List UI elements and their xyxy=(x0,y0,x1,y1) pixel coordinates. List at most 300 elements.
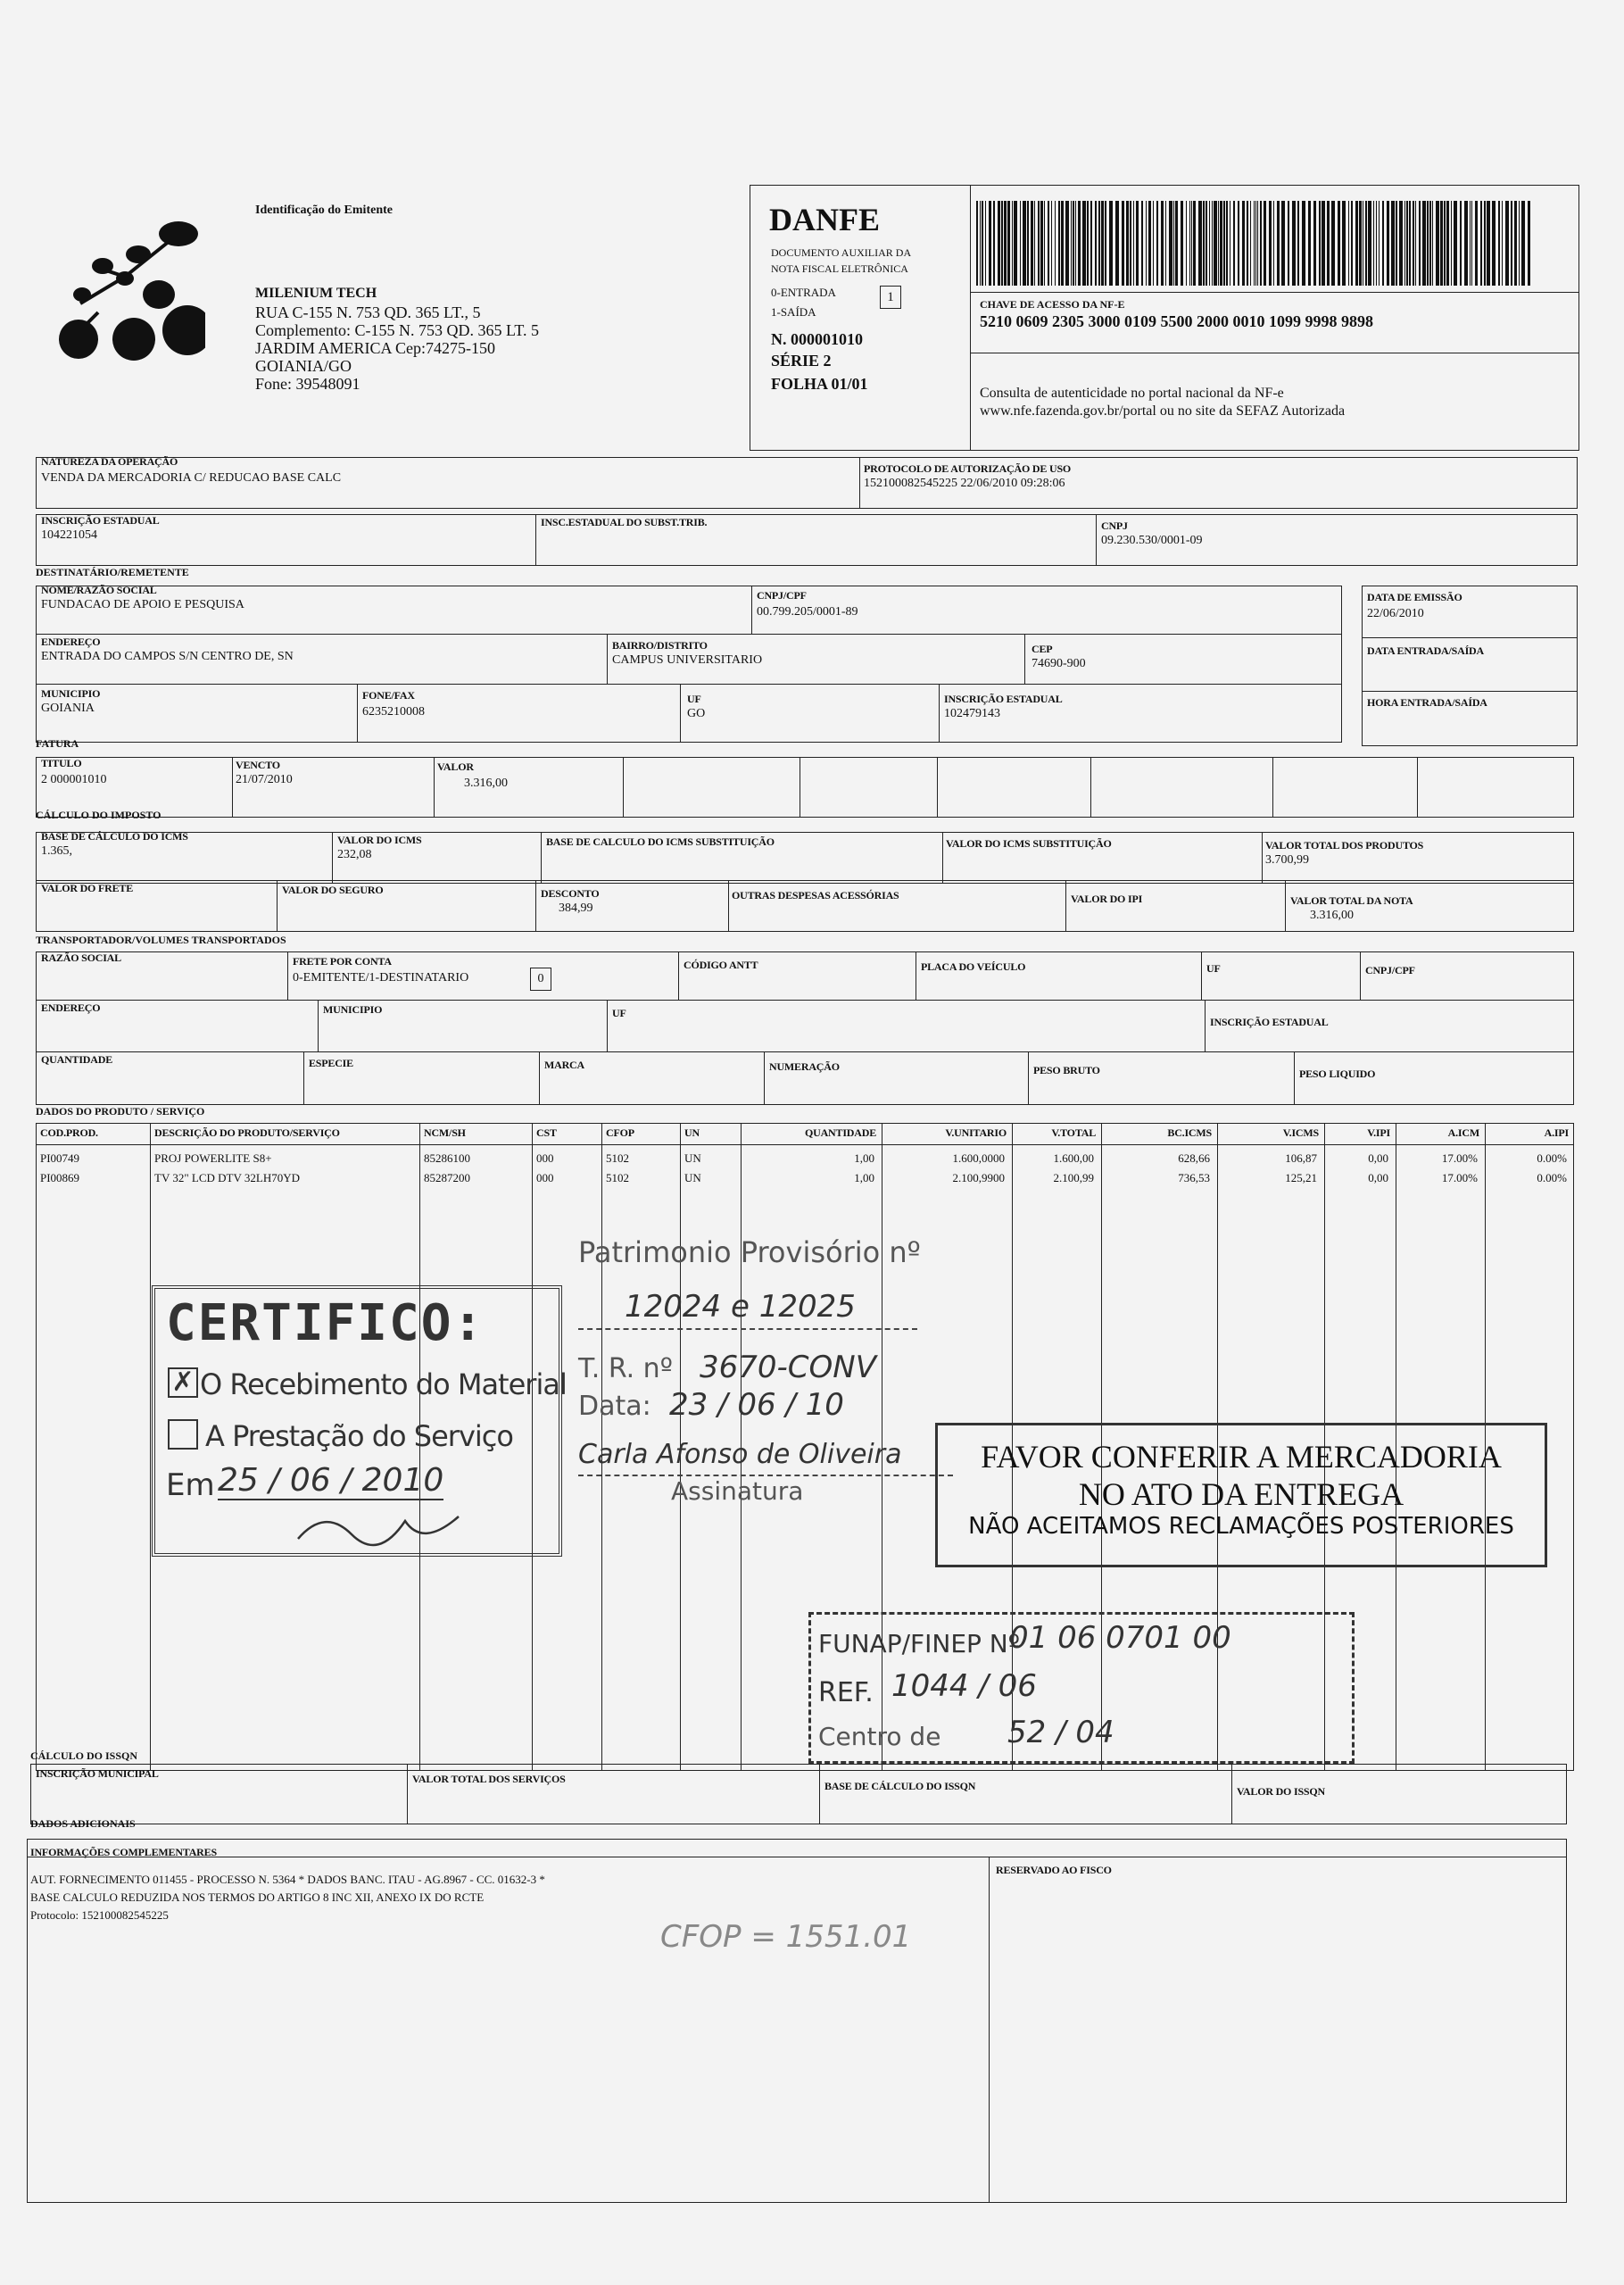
barcode-bar xyxy=(1451,201,1452,286)
barcode-bar xyxy=(1432,201,1433,286)
barcode-bar xyxy=(1264,201,1266,286)
barcode-bar xyxy=(1519,201,1520,286)
product-cell: 17.00% xyxy=(1441,1151,1478,1165)
barcode-bar xyxy=(1220,201,1222,286)
product-header-2: NCM/SH xyxy=(424,1126,466,1139)
fatura-titulo-label: TITULO xyxy=(41,757,82,769)
barcode-bar xyxy=(1422,201,1426,286)
barcode-bar xyxy=(1095,201,1097,286)
funap-label: FUNAP/FINEP Nº xyxy=(818,1629,1020,1658)
barcode xyxy=(973,201,1535,286)
certifico-title: CERTIFICO: xyxy=(166,1294,485,1352)
barcode-bar xyxy=(1156,201,1158,286)
barcode-bar xyxy=(1031,201,1033,286)
emitter-complement: Complemento: C-155 N. 753 QD. 365 LT. 5 xyxy=(255,321,539,339)
base-icms: 1.365, xyxy=(41,844,72,858)
product-cell: 1,00 xyxy=(854,1171,874,1184)
barcode-bar xyxy=(1429,201,1431,286)
certifico-stamp xyxy=(152,1285,567,1557)
barcode-bar xyxy=(1365,201,1367,286)
product-cell: 1.600,0000 xyxy=(952,1151,1005,1165)
hora-label: HORA ENTRADA/SAÍDA xyxy=(1367,696,1487,709)
barcode-bar xyxy=(1373,201,1374,286)
barcode-bar xyxy=(1308,201,1311,286)
assinatura-label: Assinatura xyxy=(671,1476,804,1506)
barcode-bar xyxy=(1302,201,1305,286)
barcode-bar xyxy=(1292,201,1296,286)
fatura-vencto-label: VENCTO xyxy=(236,759,280,771)
barcode-bar xyxy=(1055,201,1056,286)
barcode-bar xyxy=(1487,201,1490,286)
transp-cnpj-label: CNPJ/CPF xyxy=(1365,964,1415,976)
barcode-bar xyxy=(1255,201,1256,286)
barcode-bar xyxy=(982,201,983,286)
favor-conferir-stamp xyxy=(935,1423,1547,1567)
issqn-section: CÁLCULO DO ISSQN xyxy=(30,1749,138,1762)
dest-cnpj: 00.799.205/0001-89 xyxy=(757,605,858,619)
product-header-9: BC.ICMS xyxy=(1167,1126,1212,1139)
dest-uf-label: UF xyxy=(687,693,701,705)
frete-label: VALOR DO FRETE xyxy=(41,882,133,894)
barcode-bar xyxy=(1391,201,1395,286)
barcode-bar xyxy=(989,201,991,286)
dest-municipio-label: MUNICIPIO xyxy=(41,687,101,700)
emitter-heading: Identificação do Emitente xyxy=(255,204,393,217)
barcode-bar xyxy=(1273,201,1274,286)
barcode-bar xyxy=(1471,201,1472,286)
barcode-bar xyxy=(1460,201,1462,286)
product-cell: 85286100 xyxy=(424,1151,470,1165)
emitter-logo xyxy=(45,205,205,375)
barcode-bar xyxy=(1297,201,1299,286)
transp-placa-label: PLACA DO VEÍCULO xyxy=(921,960,1026,973)
barcode-bar xyxy=(1313,201,1316,286)
barcode-bar xyxy=(1409,201,1411,286)
danfe-folha: FOLHA 01/01 xyxy=(771,375,868,393)
patrimonio-value: 12024 e 12025 xyxy=(625,1289,856,1325)
barcode-bar xyxy=(1027,201,1029,286)
barcode-bar xyxy=(1247,201,1248,286)
desconto: 384,99 xyxy=(559,902,593,915)
barcode-bar xyxy=(1355,201,1358,286)
barcode-bar xyxy=(1051,201,1052,286)
barcode-bar xyxy=(1440,201,1443,286)
transp-frete-val: 0 xyxy=(537,972,544,985)
barcode-bar xyxy=(1250,201,1251,286)
product-cell: 125,21 xyxy=(1285,1171,1317,1184)
barcode-bar xyxy=(1521,201,1525,286)
info-line-2: BASE CALCULO REDUZIDA NOS TERMOS DO ARTIGO 8 INC XII, ANEXO IX DO RCTE xyxy=(30,1890,485,1904)
danfe-title: DANFE xyxy=(769,202,880,237)
issqn-im-label: INSCRIÇÃO MUNICIPAL xyxy=(36,1767,159,1780)
barcode-bar xyxy=(1288,201,1289,286)
barcode-bar xyxy=(1342,201,1346,286)
natureza-label: NATUREZA DA OPERAÇÃO xyxy=(41,455,178,468)
barcode-bar xyxy=(1075,201,1076,286)
barcode-bar xyxy=(1376,201,1377,286)
product-cell: PI00749 xyxy=(40,1151,80,1165)
barcode-bar xyxy=(1454,201,1457,286)
check-recebimento: ✗ xyxy=(168,1367,198,1398)
centro-label: Centro de xyxy=(818,1722,941,1751)
barcode-bar xyxy=(1014,201,1017,286)
dest-ie: 102479143 xyxy=(944,707,1000,720)
transp-bruto-label: PESO BRUTO xyxy=(1033,1064,1100,1076)
imposto-section: CÁLCULO DO IMPOSTO xyxy=(36,809,162,821)
barcode-bar xyxy=(1198,201,1202,286)
issqn-vserv-label: VALOR TOTAL DOS SERVIÇOS xyxy=(412,1773,566,1785)
emitter-city: GOIANIA/GO xyxy=(255,357,352,375)
funap-value: 01 06 0701 00 xyxy=(1009,1620,1231,1656)
danfe-serie: SÉRIE 2 xyxy=(771,352,832,370)
barcode-bar xyxy=(1133,201,1134,286)
barcode-bar xyxy=(1175,201,1178,286)
barcode-bar xyxy=(1233,201,1235,286)
barcode-bar xyxy=(1020,201,1021,286)
dest-endereco: ENTRADA DO CAMPOS S/N CENTRO DE, SN xyxy=(41,650,294,663)
product-cell: 0.00% xyxy=(1537,1151,1567,1165)
valor-nota-label: VALOR TOTAL DA NOTA xyxy=(1290,894,1413,907)
product-header-12: A.ICM xyxy=(1447,1126,1479,1139)
barcode-bar xyxy=(1146,201,1147,286)
barcode-bar xyxy=(976,201,978,286)
barcode-bar xyxy=(1165,201,1166,286)
fatura-valor-label: VALOR xyxy=(437,760,474,773)
product-cell: 17.00% xyxy=(1441,1171,1478,1184)
product-cell: 106,87 xyxy=(1285,1151,1317,1165)
issqn-base-label: BASE DE CÁLCULO DO ISSQN xyxy=(824,1780,976,1792)
barcode-bar xyxy=(1058,201,1060,286)
emissao-label: DATA DE EMISSÃO xyxy=(1367,591,1462,603)
check-prestacao xyxy=(168,1419,198,1450)
barcode-bar xyxy=(1148,201,1151,286)
fatura-section: FATURA xyxy=(36,737,79,750)
barcode-bar xyxy=(1464,201,1468,286)
barcode-bar xyxy=(1238,201,1239,286)
barcode-bar xyxy=(1048,201,1049,286)
dest-nome-label: NOME/RAZÃO SOCIAL xyxy=(41,584,157,596)
barcode-bar xyxy=(1061,201,1064,286)
product-header-0: COD.PROD. xyxy=(40,1126,98,1139)
barcode-bar xyxy=(1073,201,1074,286)
transp-municipio-label: MUNICIPIO xyxy=(323,1003,383,1016)
product-header-3: CST xyxy=(536,1126,557,1139)
ref-label: REF. xyxy=(818,1677,874,1708)
barcode-bar xyxy=(1071,201,1072,286)
barcode-bar xyxy=(1413,201,1414,286)
certifico-signature xyxy=(289,1503,468,1557)
barcode-bar xyxy=(1269,201,1272,286)
barcode-bar xyxy=(1382,201,1384,286)
barcode-bar xyxy=(1130,201,1131,286)
protocolo-value: 152100082545225 22/06/2010 09:28:06 xyxy=(864,477,1065,490)
ie-value: 104221054 xyxy=(41,528,97,542)
dest-nome: FUNDACAO DE APOIO E PESQUISA xyxy=(41,598,244,611)
barcode-bar xyxy=(1218,201,1219,286)
protocolo-label: PROTOCOLO DE AUTORIZAÇÃO DE USO xyxy=(864,462,1072,475)
barcode-bar xyxy=(1223,201,1225,286)
favor-line-3: NÃO ACEITAMOS RECLAMAÇÕES POSTERIORES xyxy=(968,1513,1514,1540)
barcode-bar xyxy=(1327,201,1330,286)
barcode-bar xyxy=(1444,201,1446,286)
barcode-bar xyxy=(1348,201,1349,286)
product-cell: 2.100,9900 xyxy=(952,1171,1005,1184)
transp-marca-label: MARCA xyxy=(544,1059,584,1071)
barcode-bar xyxy=(1277,201,1280,286)
ref-value: 1044 / 06 xyxy=(891,1668,1037,1704)
dest-bairro: CAMPUS UNIVERSITARIO xyxy=(612,653,763,667)
product-cell: 000 xyxy=(536,1171,554,1184)
fatura-vencto: 21/07/2010 xyxy=(236,773,293,786)
info-line-3: Protocolo: 152100082545225 xyxy=(30,1908,169,1922)
adicionais-section: DADOS ADICIONAIS xyxy=(30,1817,136,1830)
barcode-bar xyxy=(1338,201,1340,286)
consulta-line-1: Consulta de autenticidade no portal nacional da NF-e xyxy=(980,386,1284,401)
dest-bairro-label: BAIRRO/DISTRITO xyxy=(612,639,708,652)
emitter-name: MILENIUM TECH xyxy=(255,286,377,301)
barcode-bar xyxy=(1492,201,1496,286)
valor-produtos: 3.700,99 xyxy=(1265,853,1309,867)
danfe-saida: 1-SAÍDA xyxy=(771,305,816,319)
barcode-bar xyxy=(1023,201,1026,286)
barcode-bar xyxy=(1105,201,1106,286)
product-cell: 000 xyxy=(536,1151,554,1165)
transp-frete-box xyxy=(530,968,551,991)
product-cell: 0,00 xyxy=(1368,1171,1388,1184)
fatura-titulo: 2 000001010 xyxy=(41,773,107,786)
barcode-bar xyxy=(1528,201,1530,286)
cfop-handwritten: CFOP = 1551.01 xyxy=(660,1919,912,1955)
barcode-bar xyxy=(1153,201,1154,286)
barcode-bar xyxy=(985,201,986,286)
dest-fone-label: FONE/FAX xyxy=(362,689,415,702)
danfe-entrada: 0-ENTRADA xyxy=(771,286,836,299)
barcode-bar xyxy=(1257,201,1258,286)
barcode-bar xyxy=(1040,201,1043,286)
barcode-bar xyxy=(1514,201,1517,286)
barcode-bar xyxy=(1331,201,1335,286)
valor-st-label: VALOR DO ICMS SUBSTITUIÇÃO xyxy=(946,837,1112,850)
produtos-section: DADOS DO PRODUTO / SERVIÇO xyxy=(36,1105,205,1118)
barcode-bar xyxy=(1034,201,1035,286)
barcode-bar xyxy=(1498,201,1500,286)
product-cell: UN xyxy=(684,1171,701,1184)
dest-cnpj-label: CNPJ/CPF xyxy=(757,589,807,602)
favor-line-1: FAVOR CONFERIR A MERCADORIA xyxy=(981,1439,1502,1475)
barcode-bar xyxy=(1212,201,1213,286)
cnpj-value: 09.230.530/0001-09 xyxy=(1101,534,1203,547)
em-label: Em xyxy=(166,1467,215,1503)
consulta-line-2: www.nfe.fazenda.gov.br/portal ou no site da SEFAZ Autorizada xyxy=(980,403,1346,419)
product-cell: 0.00% xyxy=(1537,1171,1567,1184)
barcode-bar xyxy=(1214,201,1217,286)
barcode-bar xyxy=(1502,201,1503,286)
barcode-bar xyxy=(1203,201,1205,286)
barcode-bar xyxy=(1012,201,1013,286)
dest-fone: 6235210008 xyxy=(362,705,425,719)
barcode-bar xyxy=(1181,201,1183,286)
transp-frete-label: FRETE POR CONTA xyxy=(293,955,392,968)
danfe-tipo-box xyxy=(880,286,901,309)
barcode-bar xyxy=(1436,201,1439,286)
product-cell: 736,53 xyxy=(1178,1171,1210,1184)
barcode-bar xyxy=(1191,201,1192,286)
centro-value: 52 / 04 xyxy=(1007,1715,1114,1750)
iest-label: INSC.ESTADUAL DO SUBST.TRIB. xyxy=(541,516,708,528)
product-header-4: CFOP xyxy=(606,1126,634,1139)
product-cell: PI00869 xyxy=(40,1171,80,1184)
barcode-bar xyxy=(1004,201,1007,286)
danfe-tipo: 1 xyxy=(887,290,894,304)
barcode-bar xyxy=(1260,201,1262,286)
product-cell: 5102 xyxy=(606,1151,629,1165)
transp-qtd-label: QUANTIDADE xyxy=(41,1053,113,1066)
data-label: Data: xyxy=(578,1391,651,1422)
barcode-bar xyxy=(1082,201,1086,286)
transp-especie-label: ESPECIE xyxy=(309,1057,353,1069)
barcode-bar xyxy=(1126,201,1129,286)
barcode-bar xyxy=(1470,201,1471,286)
valor-nota: 3.316,00 xyxy=(1310,909,1354,922)
barcode-bar xyxy=(1319,201,1321,286)
seguro-label: VALOR DO SEGURO xyxy=(282,884,384,896)
barcode-bar xyxy=(1406,201,1408,286)
tr-label: T. R. nº xyxy=(578,1353,673,1384)
danfe-numero: N. 000001010 xyxy=(771,330,863,348)
product-header-1: DESCRIÇÃO DO PRODUTO/SERVIÇO xyxy=(154,1126,340,1139)
product-header-7: V.UNITARIO xyxy=(945,1126,1007,1139)
barcode-bar xyxy=(1226,201,1228,286)
fatura-valor: 3.316,00 xyxy=(464,777,508,790)
barcode-bar xyxy=(1427,201,1429,286)
funap-stamp xyxy=(808,1612,1355,1764)
barcode-bar xyxy=(1109,201,1113,286)
dest-ie-label: INSCRIÇÃO ESTADUAL xyxy=(944,693,1063,705)
ipi-label: VALOR DO IPI xyxy=(1071,893,1143,905)
chave-label: CHAVE DE ACESSO DA NF-E xyxy=(980,298,1125,311)
barcode-bar xyxy=(1206,201,1207,286)
barcode-bar xyxy=(1399,201,1403,286)
product-cell: 0,00 xyxy=(1368,1151,1388,1165)
cnpj-label: CNPJ xyxy=(1101,519,1128,532)
product-header-11: V.IPI xyxy=(1367,1126,1390,1139)
prestacao-label: A Prestação do Serviço xyxy=(205,1419,513,1453)
transp-frete: 0-EMITENTE/1-DESTINATARIO xyxy=(293,971,469,985)
emitter-district: JARDIM AMERICA Cep:74275-150 xyxy=(255,339,496,357)
emitter-phone: Fone: 39548091 xyxy=(255,375,360,393)
barcode-bar xyxy=(980,201,981,286)
barcode-bar xyxy=(1001,201,1003,286)
product-cell: TV 32" LCD DTV 32LH70YD xyxy=(154,1171,300,1184)
transp-uf2-label: UF xyxy=(612,1007,626,1019)
barcode-bar xyxy=(1038,201,1040,286)
natureza-value: VENDA DA MERCADORIA C/ REDUCAO BASE CALC xyxy=(41,471,342,485)
barcode-bar xyxy=(1359,201,1362,286)
product-cell: 2.100,99 xyxy=(1053,1171,1094,1184)
barcode-bar xyxy=(1505,201,1509,286)
info-label: INFORMAÇÕES COMPLEMENTARES xyxy=(30,1846,217,1858)
barcode-bar xyxy=(1007,201,1010,286)
danfe-subtitle-2: NOTA FISCAL ELETRÔNICA xyxy=(771,262,908,275)
patrimonio-title: Patrimonio Provisório nº xyxy=(578,1235,921,1269)
emitter-address: RUA C-155 N. 753 QD. 365 LT., 5 xyxy=(255,303,481,321)
transporte-section: TRANSPORTADOR/VOLUMES TRANSPORTADOS xyxy=(36,934,286,946)
barcode-bar xyxy=(1169,201,1172,286)
barcode-bar xyxy=(1351,201,1353,286)
chave-value: 5210 0609 2305 3000 0109 5500 2000 0010 1099 9998 9898 xyxy=(980,312,1373,330)
product-cell: 85287200 xyxy=(424,1171,470,1184)
barcode-bar xyxy=(1189,201,1190,286)
barcode-bar xyxy=(1141,201,1143,286)
barcode-bar xyxy=(1281,201,1285,286)
barcode-bar xyxy=(1242,201,1245,286)
valor-icms: 232,08 xyxy=(337,848,372,861)
product-header-6: QUANTIDADE xyxy=(804,1126,876,1139)
barcode-bar xyxy=(1065,201,1069,286)
em-date: 25 / 06 / 2010 xyxy=(218,1462,444,1499)
transp-numeracao-label: NUMERAÇÃO xyxy=(769,1060,840,1073)
product-cell: 5102 xyxy=(606,1171,629,1184)
base-icms-label: BASE DE CÁLCULO DO ICMS xyxy=(41,830,188,843)
barcode-bar xyxy=(1379,201,1380,286)
barcode-bar xyxy=(1115,201,1119,286)
dest-endereco-label: ENDEREÇO xyxy=(41,636,101,648)
signature-name: Carla Afonso de Oliveira xyxy=(578,1439,902,1470)
danfe-subtitle-1: DOCUMENTO AUXILIAR DA xyxy=(771,246,912,259)
barcode-bar xyxy=(1419,201,1421,286)
dest-cep: 74690-900 xyxy=(1032,657,1086,670)
product-cell: 1,00 xyxy=(854,1151,874,1165)
transp-uf-label: UF xyxy=(1206,962,1221,975)
barcode-bar xyxy=(1396,201,1397,286)
issqn-valor-label: VALOR DO ISSQN xyxy=(1237,1785,1326,1798)
dest-uf: GO xyxy=(687,707,706,720)
product-header-8: V.TOTAL xyxy=(1051,1126,1096,1139)
product-cell: UN xyxy=(684,1151,701,1165)
barcode-bar xyxy=(1087,201,1089,286)
product-cell: 628,66 xyxy=(1178,1151,1210,1165)
info-line-1: AUT. FORNECIMENTO 011455 - PROCESSO N. 5364 * DADOS BANC. ITAU - AG.8967 - CC. 01632-3 * xyxy=(30,1873,545,1886)
barcode-bar xyxy=(1101,201,1104,286)
barcode-bar xyxy=(1480,201,1482,286)
barcode-bar xyxy=(1186,201,1187,286)
transp-ie-label: INSCRIÇÃO ESTADUAL xyxy=(1210,1016,1329,1028)
product-cell: PROJ POWERLITE S8+ xyxy=(154,1151,272,1165)
product-column-divider xyxy=(150,1123,151,1771)
barcode-bar xyxy=(998,201,1000,286)
barcode-bar xyxy=(1098,201,1100,286)
barcode-bar xyxy=(1090,201,1092,286)
barcode-bar xyxy=(1161,201,1164,286)
valor-icms-label: VALOR DO ICMS xyxy=(337,834,422,846)
product-cell: 1.600,00 xyxy=(1053,1151,1094,1165)
product-header-13: A.IPI xyxy=(1544,1126,1569,1139)
outras-label: OUTRAS DESPESAS ACESSÓRIAS xyxy=(732,889,899,902)
transp-razao-label: RAZÃO SOCIAL xyxy=(41,951,121,964)
barcode-bar xyxy=(1484,201,1486,286)
barcode-bar xyxy=(1322,201,1325,286)
entrada-label: DATA ENTRADA/SAÍDA xyxy=(1367,644,1484,657)
transp-antt-label: CÓDIGO ANTT xyxy=(684,959,758,971)
barcode-bar xyxy=(1193,201,1196,286)
product-header-10: V.ICMS xyxy=(1282,1126,1319,1139)
fisco-label: RESERVADO AO FISCO xyxy=(996,1864,1112,1876)
emissao-value: 22/06/2010 xyxy=(1367,607,1424,620)
valor-produtos-label: VALOR TOTAL DOS PRODUTOS xyxy=(1265,839,1424,852)
barcode-bar xyxy=(1078,201,1081,286)
barcode-bar xyxy=(1209,201,1210,286)
tr-value: 3670-CONV xyxy=(700,1350,876,1385)
